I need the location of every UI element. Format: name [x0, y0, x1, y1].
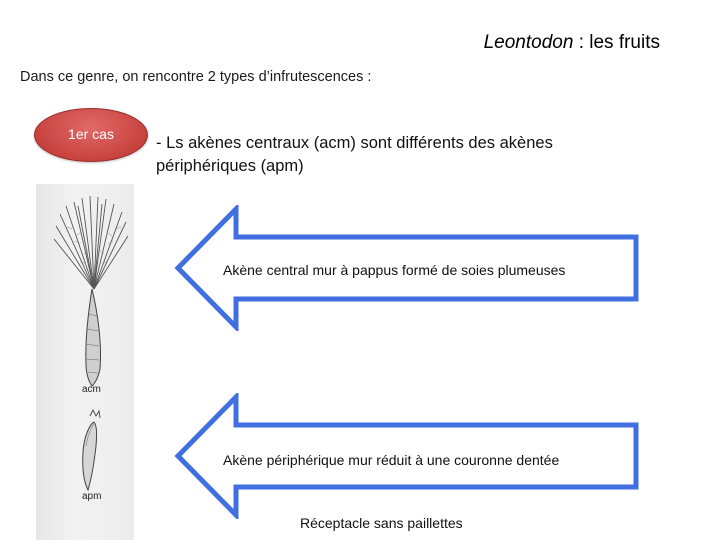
central-achene: [86, 289, 101, 386]
pappus-bristles: [54, 196, 128, 289]
arrow1-label: Akène central mur à pappus formé de soies plumeuses: [223, 262, 566, 278]
slide-title: [484, 32, 660, 54]
case-badge: 1er cas: [34, 108, 148, 162]
footer-text: Réceptacle sans paillettes: [300, 515, 463, 531]
title-genus: Leontodon: [483, 32, 574, 53]
arrow2-label: Akène périphérique mur réduit à une couronne dentée: [223, 452, 560, 468]
label-apm: apm: [82, 491, 102, 502]
achene-drawing: [36, 184, 134, 540]
label-acm: acm: [82, 384, 101, 395]
intro-text: Dans ce genre, on rencontre 2 types d’infrutescences :: [20, 69, 372, 85]
title-rest: : les fruits: [573, 32, 660, 53]
statement-text: - Ls akènes centraux (acm) sont différents des akènes périphériques (apm): [156, 134, 553, 175]
dentate-crown: [90, 410, 100, 418]
achene-illustration: [36, 184, 134, 540]
